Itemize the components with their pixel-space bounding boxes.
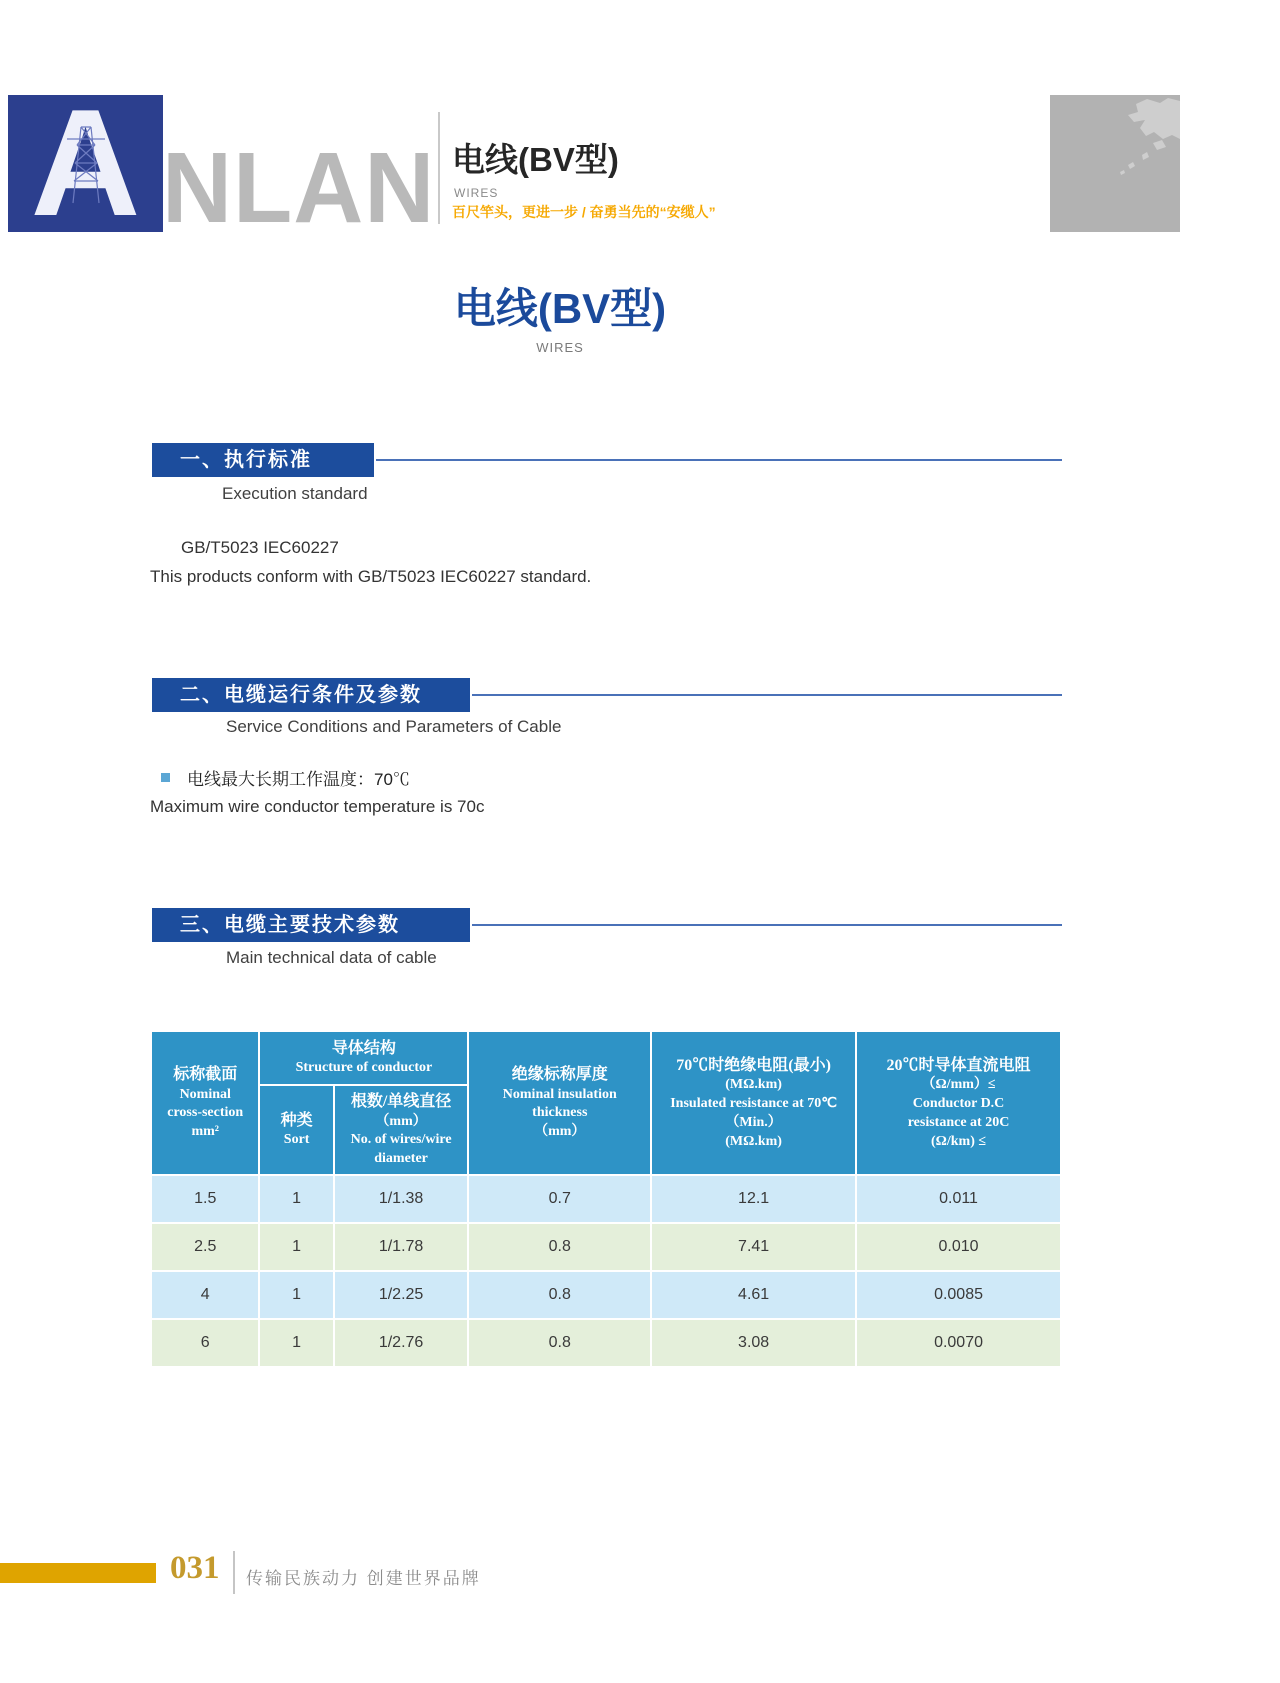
table-row: [152, 1272, 1060, 1318]
table-cell: 1.5: [152, 1176, 258, 1222]
brand-tagline: 百尺竿头，更进一步 / 奋勇当先的“安缆人”: [452, 204, 716, 220]
section-2-heading: 二、电缆运行条件及参数: [152, 678, 470, 712]
table-row: [152, 1320, 1060, 1366]
table-cell: 0.8: [469, 1320, 650, 1366]
bullet-square-icon: [161, 773, 170, 782]
footer-accent-bar: [0, 1563, 156, 1583]
table-cell: 0.011: [857, 1176, 1060, 1222]
col-header-structure-of-conductor: 导体结构 Structure of conductor: [260, 1032, 467, 1084]
table-cell: 12.1: [652, 1176, 855, 1222]
page-subtitle: WIRES: [536, 340, 584, 355]
header-divider: [438, 112, 440, 224]
bullet-text-en: Maximum wire conductor temperature is 70c: [150, 797, 485, 816]
table-cell: 1: [260, 1224, 332, 1270]
col-header-dc-resistance: 20℃时导体直流电阻 （Ω/mm）≤ Conductor D.C resistance at 20C (Ω/km) ≤: [857, 1032, 1060, 1174]
table-cell: 0.8: [469, 1224, 650, 1270]
col-header-wires-diameter: 根数/单线直径 （mm） No. of wires/wire diameter: [335, 1086, 468, 1174]
col-header-insulation-thickness: 绝缘标称厚度 Nominal insulation thickness （mm）: [469, 1032, 650, 1174]
footer-slogan: 传输民族动力 创建世界品牌: [246, 1569, 481, 1588]
table-cell: 0.8: [469, 1272, 650, 1318]
section-1-heading: 一、执行标准: [152, 443, 374, 477]
section-3-subtitle: Main technical data of cable: [226, 948, 437, 967]
table-cell: 1: [260, 1176, 332, 1222]
section-1-rule: [376, 459, 1062, 461]
col-header-insulated-resistance: 70℃时绝缘电阻(最小) (MΩ.km) Insulated resistance at 70℃ （Min.） (MΩ.km): [652, 1032, 855, 1174]
bullet-text-cn: 电线最大长期工作温度：70℃: [187, 770, 410, 789]
table-cell: 1: [260, 1272, 332, 1318]
table-cell: 0.0085: [857, 1272, 1060, 1318]
tech-data-table: [150, 1030, 1062, 1368]
col-header-sort: 种类 Sort: [260, 1086, 332, 1174]
section-2-subtitle: Service Conditions and Parameters of Cable: [226, 717, 562, 736]
table-cell: 3.08: [652, 1320, 855, 1366]
table-cell: 4.61: [652, 1272, 855, 1318]
table-cell: 0.7: [469, 1176, 650, 1222]
section-3-heading: 三、电缆主要技术参数: [152, 908, 470, 942]
table-cell: 4: [152, 1272, 258, 1318]
header-product-title: 电线(BV型): [452, 141, 619, 178]
table-cell: 2.5: [152, 1224, 258, 1270]
table-cell: 1/2.25: [335, 1272, 468, 1318]
table-row: [152, 1176, 1060, 1222]
table-cell: 1: [260, 1320, 332, 1366]
page-number: 031: [170, 1550, 220, 1586]
page-title: 电线(BV型): [453, 285, 667, 332]
table-cell: 0.010: [857, 1224, 1060, 1270]
header-product-subtitle: WIRES: [454, 186, 499, 200]
standard-conform-line: This products conform with GB/T5023 IEC60227 standard.: [150, 567, 592, 586]
table-cell: 1/1.78: [335, 1224, 468, 1270]
standard-codes-line: GB/T5023 IEC60227: [181, 538, 339, 557]
logo-text: NLAN: [162, 132, 436, 244]
table-cell: 1/2.76: [335, 1320, 468, 1366]
anlan-logo: [8, 95, 163, 232]
transmission-tower-icon: [63, 123, 109, 207]
col-header-nominal-cross-section: 标称截面 Nominal cross-section mm²: [152, 1032, 258, 1174]
table-cell: 6: [152, 1320, 258, 1366]
logo-letter-a: A: [30, 95, 141, 232]
table-row: [152, 1224, 1060, 1270]
table-cell: 1/1.38: [335, 1176, 468, 1222]
footer-divider: [233, 1551, 235, 1594]
section-2-rule: [472, 694, 1062, 696]
section-3-rule: [472, 924, 1062, 926]
map-image: [1050, 95, 1180, 232]
section-1-subtitle: Execution standard: [222, 484, 368, 503]
table-cell: 7.41: [652, 1224, 855, 1270]
table-cell: 0.0070: [857, 1320, 1060, 1366]
